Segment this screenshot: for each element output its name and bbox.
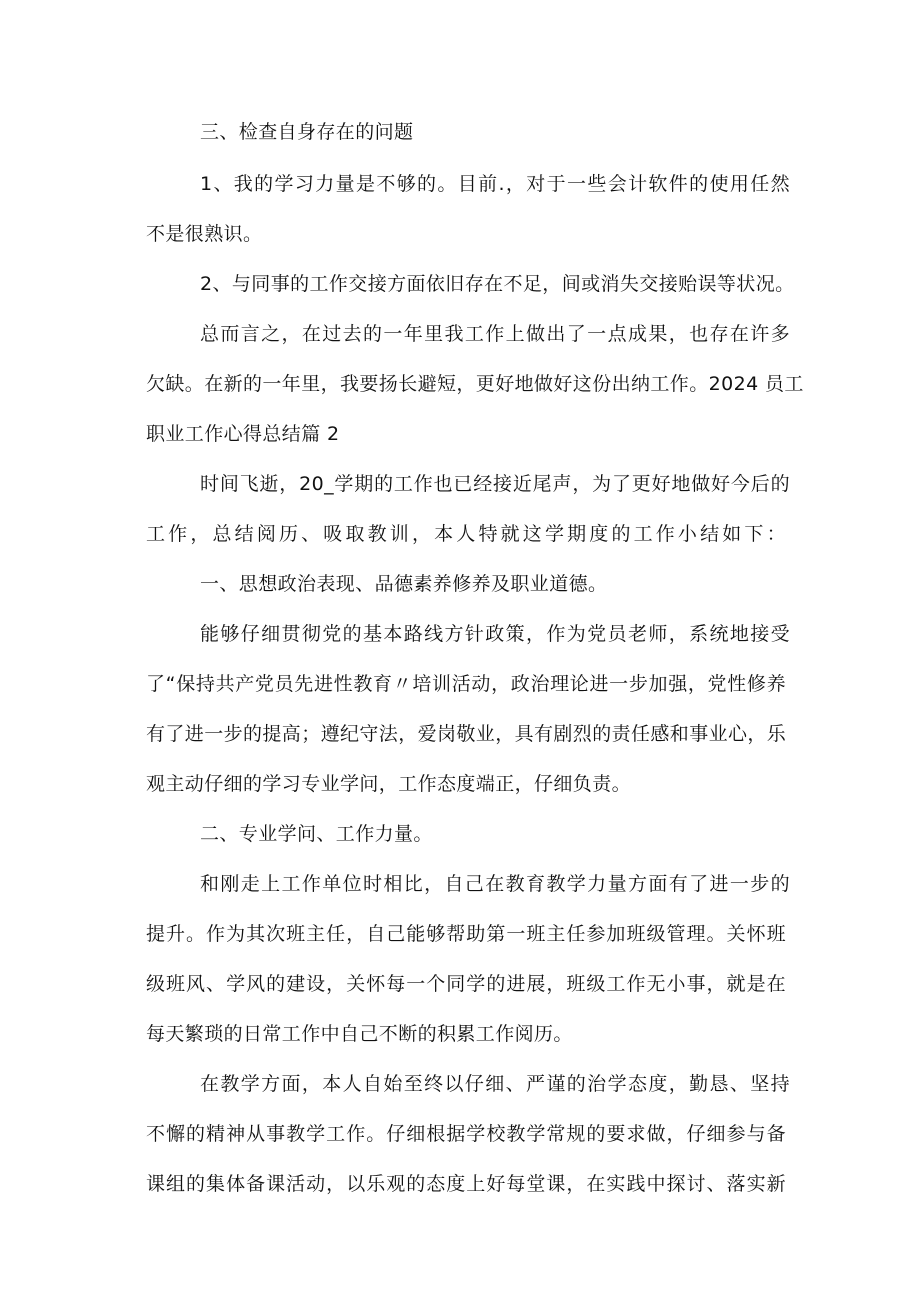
paragraph-line: 课组的集体备课活动，以乐观的态度上好每堂课，在实践中探讨、落实新 [146, 1173, 786, 1195]
paragraph-line: 每天繁琐的日常工作中自己不断的积累工作阅历。 [146, 1023, 573, 1045]
paragraph-line: 时间飞逝，20_学期的工作也已经接近尾声，为了更好地做好今后的 [200, 473, 790, 495]
paragraph-line: 和刚走上工作单位时相比，自己在教育教学力量方面有了进一步的 [200, 873, 790, 895]
paragraph-line: 了“保持共产党员先进性教育〃培训活动，政治理论进一步加强，党性修养 [146, 673, 786, 695]
paragraph-line: 不是很熟识。 [146, 223, 263, 245]
paragraph-line: 2、与同事的工作交接方面依旧存在不足，间或消失交接贻误等状况。 [200, 273, 795, 295]
paragraph-line: 总而言之，在过去的一年里我工作上做出了一点成果，也存在许多 [200, 323, 790, 345]
paragraph-line: 有了进一步的提高；遵纪守法，爱岗敬业，具有剧烈的责任感和事业心，乐 [146, 723, 787, 745]
paragraph-line: 级班风、学风的建设，关怀每一个同学的进展，班级工作无小事，就是在 [146, 973, 786, 995]
paragraph-line: 提升。作为其次班主任，自己能够帮助第一班主任参加班级管理。关怀班 [146, 923, 786, 945]
paragraph-line: 在教学方面，本人自始至终以仔细、严谨的治学态度，勤恳、坚持 [200, 1073, 790, 1095]
paragraph-line: 能够仔细贯彻党的基本路线方针政策，作为党员老师，系统地接受 [200, 623, 790, 645]
section-heading-skills: 二、专业学问、工作力量。 [200, 823, 433, 845]
section-heading-problems: 三、检查自身存在的问题 [200, 121, 414, 143]
paragraph-line: 观主动仔细的学习专业学问，工作态度端正，仔细负责。 [146, 773, 632, 795]
paragraph-line: 欠缺。在新的一年里，我要扬长避短，更好地做好这份出纳工作。2024 员工 [146, 373, 804, 395]
paragraph-line: 不懈的精神从事教学工作。仔细根据学校教学常规的要求做，仔细参与备 [146, 1123, 786, 1145]
paragraph-line: 1、我的学习力量是不够的。目前.，对于一些会计软件的使用任然 [200, 173, 790, 195]
section-heading-politics: 一、思想政治表现、品德素养修养及职业道德。 [200, 573, 608, 595]
paragraph-line: 工作，总结阅历、吸取教训，本人特就这学期度的工作小结如下： [146, 523, 786, 545]
paragraph-line: 职业工作心得总结篇 2 [146, 423, 340, 445]
